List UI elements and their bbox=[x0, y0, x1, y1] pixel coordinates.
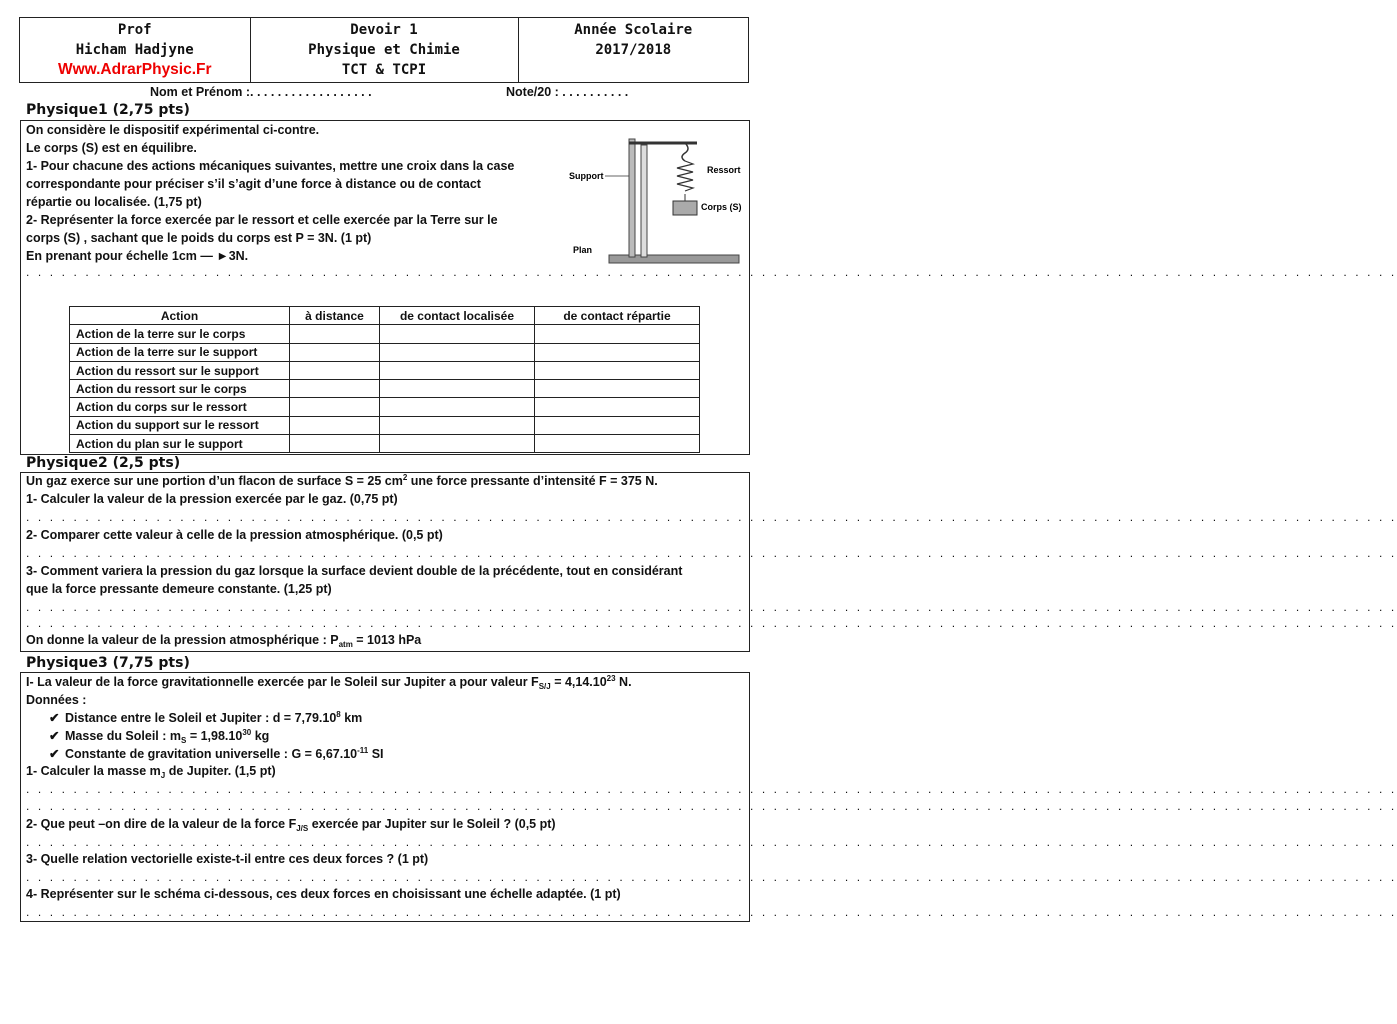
physique3-title: Physique3 (7,75 pts) bbox=[26, 655, 190, 671]
header-year-cell bbox=[518, 18, 749, 82]
answer-dotted-line: . . . . . . . . . . . . . . . . . . . . . . . . . . . . . . . . . . . . . . . . . . . . . . . . . . . . . . . . . . . . . . . . . . . . . . . . . . . . . . . . . . . . . . . . . . . . . . . . . . . . . . . . . . . . . . . . . . . . bbox=[26, 870, 1397, 884]
answer-cell[interactable] bbox=[535, 343, 700, 361]
action-label: Action du corps sur le ressort bbox=[70, 398, 290, 416]
p1-line: correspondante pour préciser s’il s’agit d’une force à distance ou de contact bbox=[26, 177, 481, 191]
corps-label: Corps (S) bbox=[701, 202, 742, 212]
answer-cell[interactable] bbox=[290, 398, 380, 416]
header-table bbox=[19, 17, 749, 83]
support-post bbox=[629, 139, 635, 257]
p2-statement: Un gaz exerce sur une portion d’un flacon de surface S = 25 $cm^2$ une force pressante d’intensité F = 375 N. bbox=[26, 473, 658, 488]
p3-question-2: 2- Que peut –on dire de la valeur de la force $F_{J/S}$ exercée par Jupiter sur le Soleil ? (0,5 pt) bbox=[26, 817, 556, 833]
p1-scale-line: En prenant pour échelle 1cm — ►3N. bbox=[26, 249, 249, 263]
p3-data-1: ✔ Distance entre le Soleil et Jupiter : $d = 7,79.10^8$ km bbox=[49, 710, 363, 725]
p3-donnees: Données : bbox=[26, 693, 87, 707]
answer-cell[interactable] bbox=[290, 361, 380, 379]
answer-cell[interactable] bbox=[380, 416, 535, 434]
answer-cell[interactable] bbox=[535, 398, 700, 416]
p2-question-3a: 3- Comment variera la pression du gaz lorsque la surface devient double de la précédente, tout en considérant bbox=[26, 564, 683, 578]
exam-subject: Physique et Chimie bbox=[308, 42, 460, 58]
p1-line: répartie ou localisée. (1,75 pt) bbox=[26, 195, 202, 209]
physique2-title: Physique2 (2,5 pts) bbox=[26, 455, 181, 471]
answer-cell[interactable] bbox=[535, 416, 700, 434]
p3-data-3: ✔ Constante de gravitation universelle : $G = 6,67.10^{-11}$ SI bbox=[49, 746, 384, 761]
table-row bbox=[70, 361, 700, 379]
answer-cell[interactable] bbox=[290, 325, 380, 343]
answer-cell[interactable] bbox=[535, 325, 700, 343]
p1-line: On considère le dispositif expérimental ci-contre. bbox=[26, 123, 320, 137]
teacher-name: Hicham Hadjyne bbox=[75, 42, 194, 58]
answer-cell[interactable] bbox=[290, 380, 380, 398]
p1-line: corps (S) , sachant que le poids du corps est P = 3N. (1 pt) bbox=[26, 231, 372, 245]
answer-dotted-line: . . . . . . . . . . . . . . . . . . . . . . . . . . . . . . . . . . . . . . . . . . . . . . . . . . . . . . . . . . . . . . . . . . . . . . . . . . . . . . . . . . . . . . . . . . . . . . . . . . . . . . . . . . . . . . . . . . . . bbox=[26, 835, 1397, 849]
answer-dotted-line: . . . . . . . . . . . . . . . . . . . . . . . . . . . . . . . . . . . . . . . . . . . . . . . . . . . . . . . . . . . . . . . . . . . . . . . . . . . . . . . . . . . . . . . . . . . . . . . . . . . . . . . . . . . . . . . . . . . . bbox=[26, 546, 1397, 560]
answer-cell[interactable] bbox=[290, 435, 380, 453]
answer-cell[interactable] bbox=[290, 416, 380, 434]
table-header-row bbox=[70, 307, 700, 325]
table-row bbox=[70, 435, 700, 453]
check-icon: ✔ bbox=[49, 747, 60, 761]
exam-level: TCT & TCPI bbox=[341, 62, 427, 78]
body-s bbox=[673, 201, 697, 215]
teacher-label: Prof bbox=[117, 22, 152, 38]
experimental-setup-figure bbox=[569, 131, 749, 271]
p3-question-1: 1- Calculer la masse $m_J$ de Jupiter. (1,5 pt) bbox=[26, 764, 276, 780]
action-label: Action du plan sur le support bbox=[70, 435, 290, 453]
answer-cell[interactable] bbox=[380, 343, 535, 361]
answer-cell[interactable] bbox=[380, 325, 535, 343]
answer-cell[interactable] bbox=[380, 398, 535, 416]
table-header: Action bbox=[70, 307, 290, 325]
p1-line: 1- Pour chacune des actions mécaniques suivantes, mettre une croix dans la case bbox=[26, 159, 515, 173]
p3-intro: I- La valeur de la force gravitationnelle exercée par le Soleil sur Jupiter a pour valeur $F_{S/J} = 4,14.10^{23}$ N. bbox=[26, 674, 632, 691]
answer-cell[interactable] bbox=[380, 435, 535, 453]
answer-dotted-line: . . . . . . . . . . . . . . . . . . . . . . . . . . . . . . . . . . . . . . . . . . . . . . . . . . . . . . . . . . . . . . . . . . . . . . . . . . . . . . . . . . . . . . . . . . . . . . . . . . . . . . . . . . . . . . . . . . . . bbox=[26, 905, 1397, 919]
physique1-title: Physique1 (2,75 pts) bbox=[26, 102, 190, 118]
action-label: Action de la terre sur le corps bbox=[70, 325, 290, 343]
check-icon: ✔ bbox=[49, 711, 60, 725]
action-label: Action du support sur le ressort bbox=[70, 416, 290, 434]
answer-cell[interactable] bbox=[535, 361, 700, 379]
header-teacher-cell bbox=[20, 18, 250, 82]
answer-dotted-line: . . . . . . . . . . . . . . . . . . . . . . . . . . . . . . . . . . . . . . . . . . . . . . . . . . . . . . . . . . . . . . . . . . . . . . . . . . . . . . . . . . . . . . . . . . . . . . . . . . . . . . . . . . . . . . . . . . . . bbox=[26, 616, 1397, 630]
header-exam-cell bbox=[250, 18, 518, 82]
p2-atm-pressure: On donne la valeur de la pression atmosphérique : $P_{atm} = 1013$ hPa bbox=[26, 633, 422, 649]
table-row bbox=[70, 398, 700, 416]
ressort-label: Ressort bbox=[707, 165, 741, 175]
p2-question-1: 1- Calculer la valeur de la pression exercée par le gaz. (0,75 pt) bbox=[26, 492, 398, 506]
table-header: à distance bbox=[290, 307, 380, 325]
p3-question-3: 3- Quelle relation vectorielle existe-t-il entre ces deux forces ? (1 pt) bbox=[26, 852, 429, 866]
physique1-box bbox=[20, 120, 1397, 455]
table-row bbox=[70, 343, 700, 361]
year-value: 2017/2018 bbox=[595, 42, 672, 58]
answer-cell[interactable] bbox=[380, 361, 535, 379]
website-link[interactable]: Www.AdrarPhysic.Fr bbox=[57, 61, 212, 78]
actions-table bbox=[69, 306, 700, 453]
p3-question-4: 4- Représenter sur le schéma ci-dessous, ces deux forces en choisissant une échelle adaptée. (1 pt) bbox=[26, 887, 621, 901]
action-label: Action du ressort sur le support bbox=[70, 361, 290, 379]
answer-cell[interactable] bbox=[535, 435, 700, 453]
grade-field[interactable]: Note/20 : . . . . . . . . . . bbox=[506, 85, 629, 99]
spring-icon bbox=[677, 161, 693, 191]
table-header: de contact répartie bbox=[535, 307, 700, 325]
action-label: Action du ressort sur le corps bbox=[70, 380, 290, 398]
student-name-field[interactable]: Nom et Prénom :. . . . . . . . . . . . . . . . . . bbox=[150, 85, 372, 99]
action-label: Action de la terre sur le support bbox=[70, 343, 290, 361]
p1-line: 2- Représenter la force exercée par le ressort et celle exercée par la Terre sur le bbox=[26, 213, 498, 227]
physique2-box bbox=[20, 472, 1397, 652]
p3-data-2: ✔ Masse du Soleil : $m_S = 1,98.10^{30}$ kg bbox=[49, 728, 270, 745]
answer-dotted-line: . . . . . . . . . . . . . . . . . . . . . . . . . . . . . . . . . . . . . . . . . . . . . . . . . . . . . . . . . . . . . . . . . . . . . . . . . . . . . . . . . . . . . . . . . . . . . . . . . . . . . . . . . . . . . . . . . . . . bbox=[26, 799, 1397, 813]
answer-dotted-line: . . . . . . . . . . . . . . . . . . . . . . . . . . . . . . . . . . . . . . . . . . . . . . . . . . . . . . . . . . . . . . . . . . . . . . . . . . . . . . . . . . . . . . . . . . . . . . . . . . . . . . . . . . . . . . . . . . . . bbox=[26, 782, 1397, 796]
graduated-ruler bbox=[641, 145, 647, 257]
answer-dotted-line: . . . . . . . . . . . . . . . . . . . . . . . . . . . . . . . . . . . . . . . . . . . . . . . . . . . . . . . . . . . . . . . . . . . . . . . . . . . . . . . . . . . . . . . . . . . . . . . . . . . . . . . . . . . . . . . . . . . . bbox=[26, 265, 1397, 279]
answer-cell[interactable] bbox=[290, 343, 380, 361]
answer-dotted-line: . . . . . . . . . . . . . . . . . . . . . . . . . . . . . . . . . . . . . . . . . . . . . . . . . . . . . . . . . . . . . . . . . . . . . . . . . . . . . . . . . . . . . . . . . . . . . . . . . . . . . . . . . . . . . . . . . . . . bbox=[26, 600, 1397, 614]
p2-question-2: 2- Comparer cette valeur à celle de la pression atmosphérique. (0,5 pt) bbox=[26, 528, 443, 542]
answer-cell[interactable] bbox=[535, 380, 700, 398]
check-icon: ✔ bbox=[49, 729, 60, 743]
year-label: Année Scolaire bbox=[574, 22, 693, 38]
answer-cell[interactable] bbox=[380, 380, 535, 398]
table-row bbox=[70, 325, 700, 343]
table-header: de contact localisée bbox=[380, 307, 535, 325]
table-row bbox=[70, 416, 700, 434]
exam-title: Devoir 1 bbox=[350, 22, 418, 38]
plan-label: Plan bbox=[573, 245, 593, 255]
hook-icon bbox=[682, 143, 688, 161]
answer-dotted-line: . . . . . . . . . . . . . . . . . . . . . . . . . . . . . . . . . . . . . . . . . . . . . . . . . . . . . . . . . . . . . . . . . . . . . . . . . . . . . . . . . . . . . . . . . . . . . . . . . . . . . . . . . . . . . . . . . . . . bbox=[26, 510, 1397, 524]
table-row bbox=[70, 380, 700, 398]
p2-question-3b: que la force pressante demeure constante. (1,25 pt) bbox=[26, 582, 332, 596]
support-label: Support bbox=[569, 171, 604, 181]
physique3-box bbox=[20, 672, 1397, 922]
p1-line: Le corps (S) est en équilibre. bbox=[26, 141, 197, 155]
